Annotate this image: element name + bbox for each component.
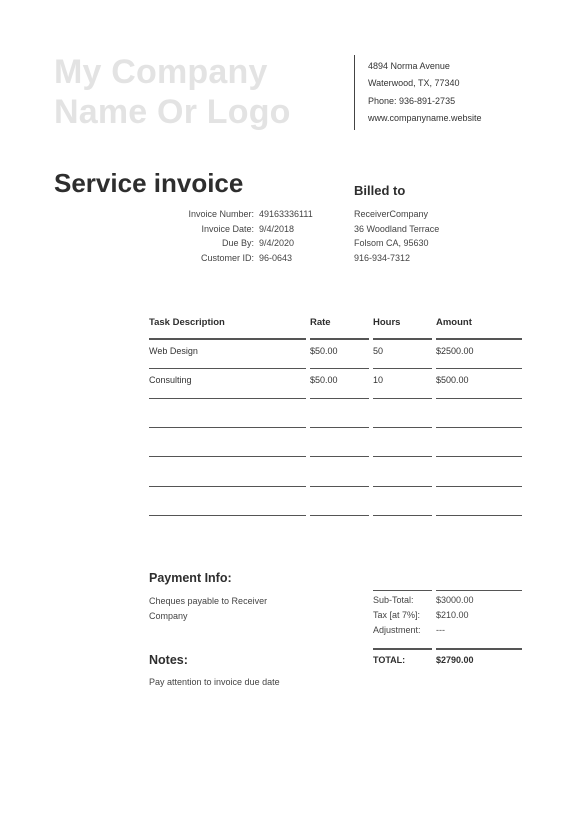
empty-row-rule [310,427,369,428]
company-website: www.companyname.website [368,112,482,123]
adjustment-label: Adjustment: [373,625,421,635]
table-cell-rate: $50.00 [310,346,338,356]
row-rule [373,368,432,369]
customer-id-value: 96-0643 [259,252,293,263]
invoice-number-value: 49163336111 [259,209,313,219]
payment-info-text: Cheques payable to Receiver Company [149,596,268,621]
empty-row-rule [149,515,306,516]
company-logo-placeholder: My Company Name Or Logo [54,53,291,131]
row-rule [310,398,369,399]
empty-row-rule [436,456,522,457]
empty-row-rule [436,515,522,516]
invoice-title: Service invoice [54,168,244,198]
empty-row-rule [149,427,306,428]
invoice-meta-values [259,207,313,265]
empty-row-rule [149,456,306,457]
row-rule [436,398,522,399]
row-rule [149,398,306,399]
row-rule [149,368,306,369]
payment-info-title: Payment Info: [149,571,232,585]
invoice-date-value: 9/4/2018 [259,223,295,234]
table-header-task: Task Description [149,317,225,328]
empty-row-rule [373,486,432,487]
header-rule-rate [310,338,369,340]
table-cell-amount: $500.00 [436,375,469,385]
notes-title: Notes: [149,653,188,667]
billed-to-name: ReceiverCompany [354,209,429,219]
company-contact-block [368,58,482,127]
billed-to-city: Folsom CA, 95630 [354,238,429,248]
header-rule-amount [436,338,522,340]
empty-row-rule [149,486,306,487]
empty-row-rule [373,427,432,428]
tax-value: $210.00 [436,610,469,620]
empty-row-rule [310,515,369,516]
total-rule [373,648,432,650]
company-address-line1: 4894 Norma Avenue [368,61,450,71]
row-rule [436,368,522,369]
header-rule-hours [373,338,432,340]
table-header-rate: Rate [310,317,331,328]
total-label: TOTAL: [373,655,406,665]
adjustment-value: --- [436,625,445,635]
invoice-meta-labels [188,207,254,265]
table-cell-hours: 10 [373,375,384,385]
billed-to-title: Billed to [354,183,406,198]
notes-text: Pay attention to invoice due date [149,677,280,687]
invoice-number-label: Invoice Number: [188,209,254,219]
total-rule [436,648,522,650]
subtotal-value: $3000.00 [436,595,474,605]
empty-row-rule [436,427,522,428]
total-value: $2790.00 [436,655,474,665]
empty-row-rule [310,486,369,487]
table-cell-hours: 50 [373,346,384,356]
row-rule [373,398,432,399]
empty-row-rule [310,456,369,457]
table-cell-rate: $50.00 [310,375,338,385]
table-header-hours: Hours [373,317,401,328]
billed-to-block [354,207,439,265]
header-rule-task [149,338,306,340]
due-by-label: Due By: [221,238,254,248]
company-phone: Phone: 936-891-2735 [368,95,456,106]
invoice-date-label: Invoice Date: [201,223,254,234]
empty-row-rule [373,456,432,457]
empty-row-rule [436,486,522,487]
customer-id-label: Customer ID: [200,252,254,263]
table-cell-amount: $2500.00 [436,346,474,356]
table-header-amount: Amount [436,317,472,328]
due-by-value: 9/4/2020 [259,238,295,248]
totals-top-rule [373,590,432,591]
billed-to-street: 36 Woodland Terrace [354,223,440,234]
company-address-line2: Waterwood, TX, 77340 [368,78,460,89]
header-divider [354,55,355,130]
subtotal-label: Sub-Total: [373,595,414,605]
billed-to-phone: 916-934-7312 [354,252,411,263]
table-cell-task: Web Design [149,346,198,356]
empty-row-rule [373,515,432,516]
row-rule [310,368,369,369]
table-cell-task: Consulting [149,375,192,385]
tax-label: Tax [at 7%]: [373,610,421,620]
totals-top-rule [436,590,522,591]
